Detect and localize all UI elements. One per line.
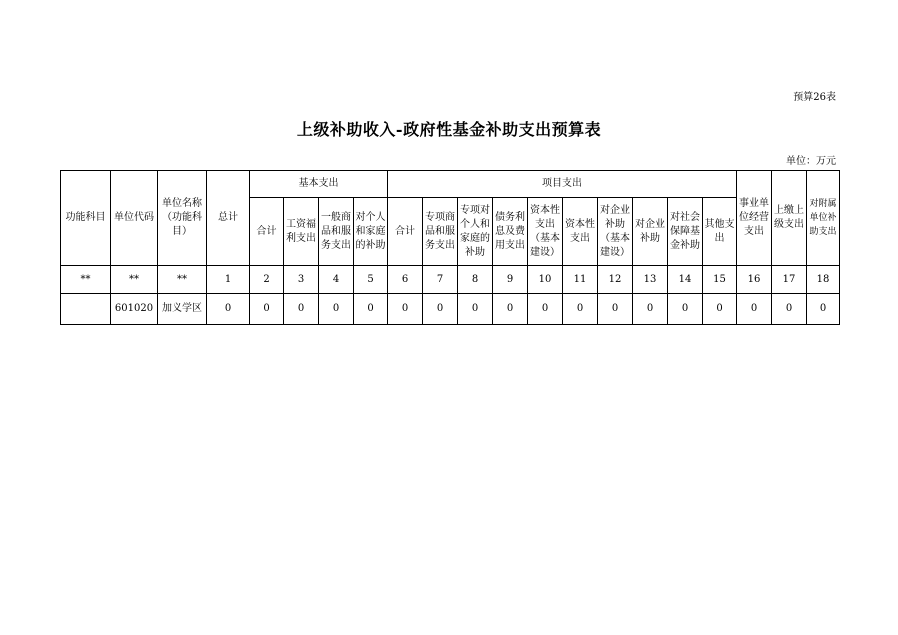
table-cell: 601020 <box>111 294 158 325</box>
table-cell: 0 <box>563 294 598 325</box>
header-personal-family: 对个人和家庭的补助 <box>354 198 388 266</box>
index-cell: 17 <box>772 266 807 294</box>
table-cell: 0 <box>807 294 840 325</box>
header-capital: 资本性支出 <box>563 198 598 266</box>
header-basic-group: 基本支出 <box>250 171 388 198</box>
header-enterprise-basic-construction: 对企业补助（基本建设） <box>598 198 633 266</box>
header-other: 其他支出 <box>703 198 737 266</box>
header-enterprise-subsidy: 对企业补助 <box>633 198 668 266</box>
table-cell: 0 <box>703 294 737 325</box>
header-func-subject: 功能科目 <box>61 171 111 266</box>
header-project-group: 项目支出 <box>388 171 737 198</box>
table-cell: 0 <box>458 294 493 325</box>
index-cell: 7 <box>423 266 458 294</box>
index-cell: 14 <box>668 266 703 294</box>
index-cell: ** <box>111 266 158 294</box>
header-basic-subtotal: 合计 <box>250 198 284 266</box>
index-cell: 15 <box>703 266 737 294</box>
index-cell: ** <box>158 266 207 294</box>
table-cell: 0 <box>633 294 668 325</box>
index-cell: 5 <box>354 266 388 294</box>
index-cell: 8 <box>458 266 493 294</box>
table-cell: 加义学区 <box>158 294 207 325</box>
index-cell: 16 <box>737 266 772 294</box>
index-cell: 10 <box>528 266 563 294</box>
table-cell: 0 <box>668 294 703 325</box>
index-cell: 9 <box>493 266 528 294</box>
table-cell: 0 <box>319 294 354 325</box>
table-cell: 0 <box>354 294 388 325</box>
index-cell: 3 <box>284 266 319 294</box>
unit-label: 单位：万元 <box>786 156 836 167</box>
header-project-subtotal: 合计 <box>388 198 423 266</box>
table-cell: 0 <box>284 294 319 325</box>
table-cell: 0 <box>528 294 563 325</box>
index-cell: 1 <box>207 266 250 294</box>
index-cell: ** <box>61 266 111 294</box>
header-wages-welfare: 工资福利支出 <box>284 198 319 266</box>
table-cell: 0 <box>207 294 250 325</box>
budget-table <box>60 170 840 325</box>
index-cell: 18 <box>807 266 840 294</box>
index-cell: 11 <box>563 266 598 294</box>
table-cell: 0 <box>423 294 458 325</box>
index-cell: 4 <box>319 266 354 294</box>
index-cell: 13 <box>633 266 668 294</box>
header-special-goods-services: 专项商品和服务支出 <box>423 198 458 266</box>
table-row <box>61 294 840 325</box>
header-affiliated-unit-subsidy: 对附属单位补助支出 <box>807 171 840 266</box>
header-social-security-fund: 对社会保障基金补助 <box>668 198 703 266</box>
header-unit-name: 单位名称（功能科目） <box>158 171 207 266</box>
table-cell <box>61 294 111 325</box>
header-debt-interest: 债务利息及费用支出 <box>493 198 528 266</box>
header-capital-basic-construction: 资本性支出（基本建设） <box>528 198 563 266</box>
table-cell: 0 <box>772 294 807 325</box>
index-row <box>61 266 840 294</box>
index-cell: 12 <box>598 266 633 294</box>
index-cell: 6 <box>388 266 423 294</box>
page-title: 上级补助收入-政府性基金补助支出预算表 <box>296 120 602 139</box>
table-cell: 0 <box>737 294 772 325</box>
table-cell: 0 <box>493 294 528 325</box>
table-cell: 0 <box>598 294 633 325</box>
header-public-institution-operation: 事业单位经营支出 <box>737 171 772 266</box>
table-cell: 0 <box>250 294 284 325</box>
index-cell: 2 <box>250 266 284 294</box>
header-payment-to-superior: 上缴上级支出 <box>772 171 807 266</box>
form-number: 预算26表 <box>793 92 836 103</box>
header-total: 总计 <box>207 171 250 266</box>
table-cell: 0 <box>388 294 423 325</box>
header-goods-services: 一般商品和服务支出 <box>319 198 354 266</box>
header-unit-code: 单位代码 <box>111 171 158 266</box>
header-special-personal-family: 专项对个人和家庭的补助 <box>458 198 493 266</box>
